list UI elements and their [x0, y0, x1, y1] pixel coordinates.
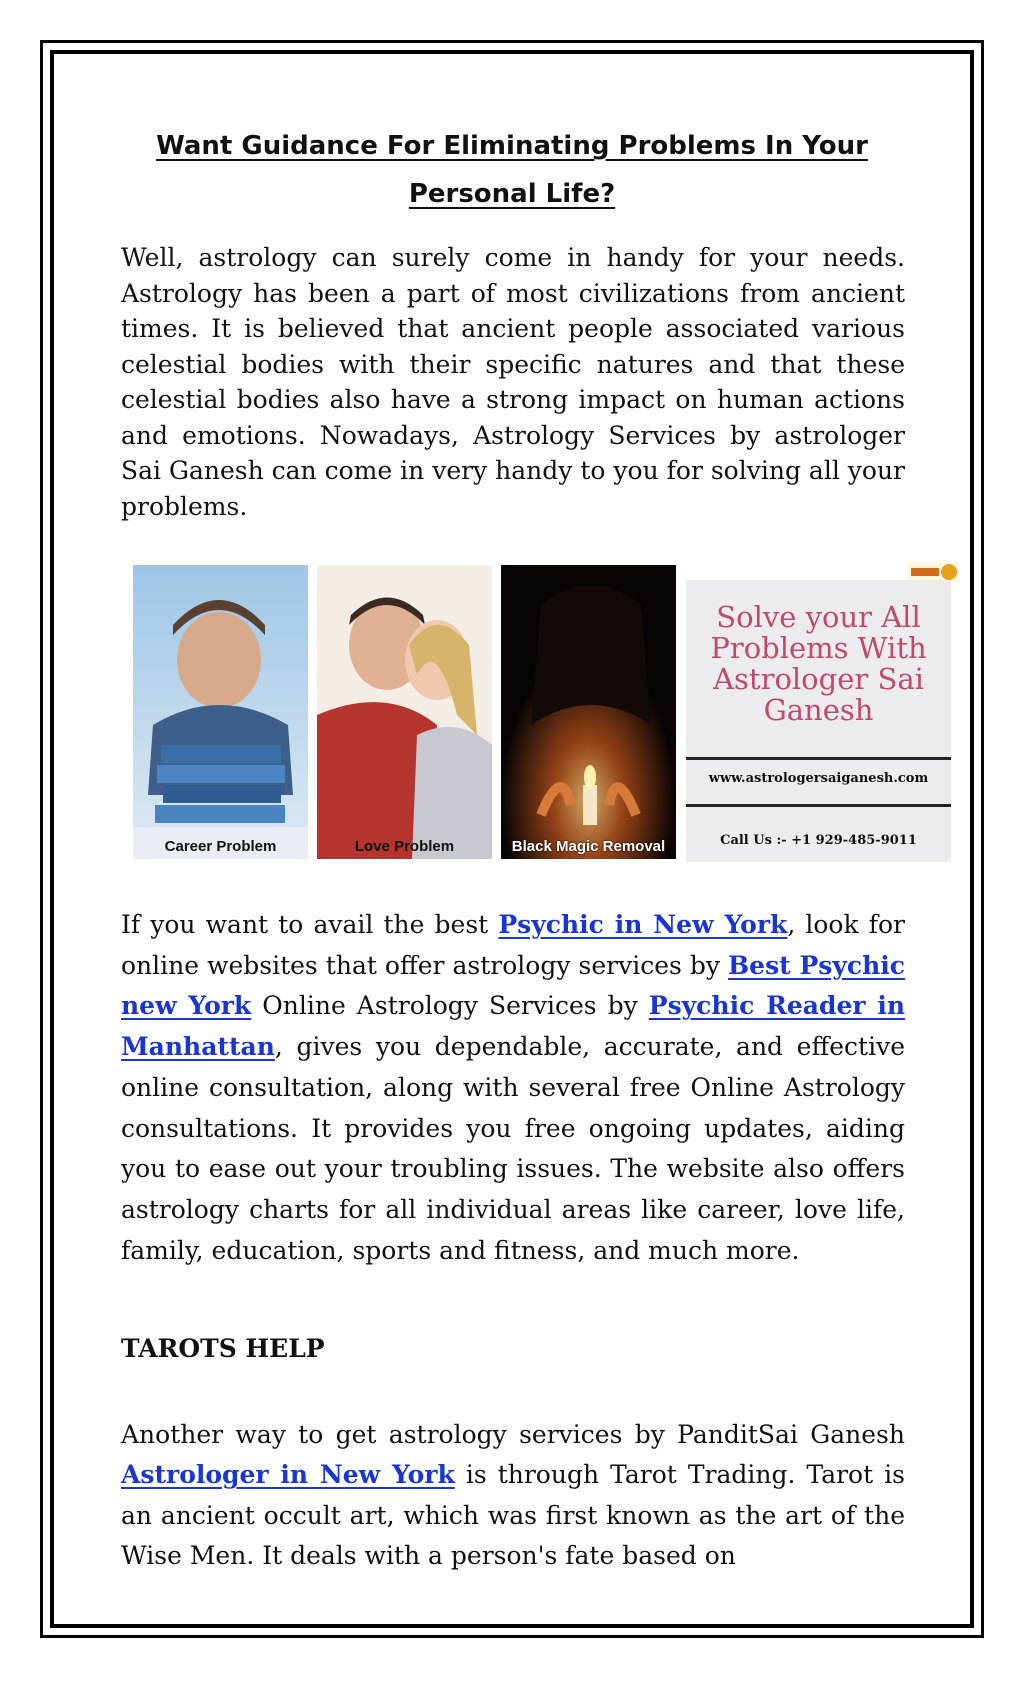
services-banner-image: [133, 562, 955, 862]
services-paragraph: [121, 905, 905, 1271]
logo-icon: [907, 562, 959, 582]
promo-box: [686, 580, 951, 862]
love-problem-image: [317, 565, 492, 859]
section-heading-tarots: TAROTS HELP: [121, 1334, 325, 1363]
p2-text-2: , look for online websites that offer astrology services by: [121, 910, 906, 980]
love-photo-illustration: [317, 565, 492, 859]
caption-love-problem: Love Problem: [354, 838, 455, 855]
career-photo-illustration: [133, 565, 308, 859]
career-problem-image: [133, 565, 308, 859]
promo-headline: Solve your All Problems With Astrologer Sai Ganesh: [710, 600, 927, 727]
black-magic-photo-illustration: [501, 565, 676, 859]
link-psychic-reader-manhattan[interactable]: Psychic Reader in Manhattan: [121, 991, 905, 1062]
astrologer-logo: [907, 562, 959, 582]
title-line-1: Want Guidance For Eliminating Problems In Your: [156, 131, 868, 161]
link-astrologer-in-new-york[interactable]: Astrologer in New York: [121, 1460, 455, 1490]
promo-phone: Call Us :- +1 929-485-9011: [720, 833, 917, 848]
p2-text-4: , gives you dependable, accurate, and effective online consultation, along with several free Online Astrology consultations. It provides you free ongoing updates, aiding you to ease out your troubling issues. The website also offers astrology charts for all individual areas like career, love life, family, education, sports and fitness, and much more.: [121, 1032, 905, 1265]
p2-text-1: If you want to avail the best: [121, 910, 499, 939]
p3-text-1: Another way to get astrology services by PanditSai Ganesh: [121, 1420, 905, 1449]
link-psychic-in-new-york[interactable]: Psychic in New York: [498, 910, 788, 939]
promo-divider-top: [686, 757, 951, 760]
title-line-2: Personal Life?: [408, 179, 616, 209]
intro-paragraph: Well, astrology can surely come in handy for your needs. Astrology has been a part of most civilizations from ancient times. It is believed that ancient people associated various celestial bodies with their specific natures and that these celestial bodies also have a strong impact on human actions and emotions. Nowadays, Astrology Services by astrologer Sai Ganesh can come in very handy to you for solving all your problems.: [121, 243, 905, 521]
tarot-paragraph: [121, 1415, 905, 1576]
link-best-psychic-new-york[interactable]: Best Psychic new York: [121, 950, 905, 1021]
p3-text-2: is through Tarot Trading. Tarot is an ancient occult art, which was first known as the art of the Wise Men. It deals with a person's fate based on: [121, 1460, 906, 1570]
caption-career-problem: Career Problem: [164, 838, 277, 855]
caption-black-magic-removal: Black Magic Removal: [511, 838, 666, 855]
page-title: [120, 122, 904, 218]
promo-divider-bottom: [686, 804, 951, 807]
p2-text-3: Online Astrology Services by: [251, 991, 649, 1021]
promo-website: www.astrologersaiganesh.com: [708, 771, 929, 786]
black-magic-image: [501, 565, 676, 859]
